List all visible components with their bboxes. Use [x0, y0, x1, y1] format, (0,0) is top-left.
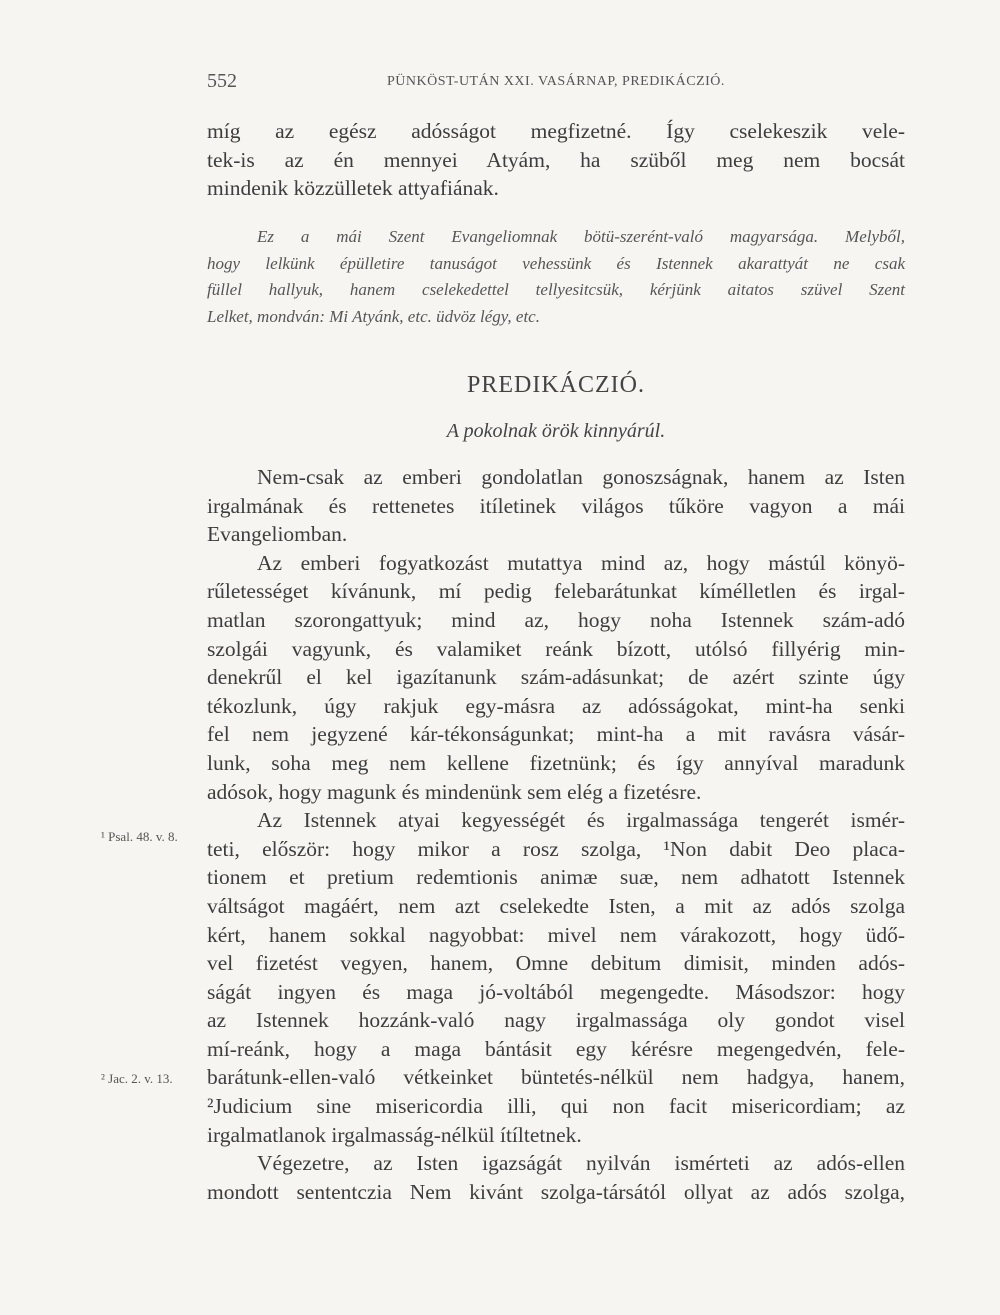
text-line: lunk, soha meg nem kellene fizetnünk; és így annyíval maradunk: [207, 750, 905, 775]
text-line: fel nem jegyzené kár-tékonságunkat; mint-ha a mit ravásra vásár-: [207, 722, 905, 747]
sermon-body: [207, 463, 905, 1206]
text-line: ságát ingyen és maga jó-voltából megengedte. Másodszor: hogy: [207, 979, 905, 1004]
text-line: matlan szorongattyuk; mind az, hogy noha Istennek szám-adó: [207, 607, 905, 632]
gospel-note-paragraph: [207, 224, 905, 330]
text-line: mí-reánk, hogy a maga bántásit egy kérésre megengedvén, fele-: [207, 1036, 905, 1061]
sermon-subtitle: A pokolnak örök kinnyárúl.: [446, 420, 666, 442]
text-line: adósok, hogy magunk és mindenünk sem elég a fizetésre.: [207, 779, 702, 804]
text-line: teti, először: hogy mikor a rosz szolga, ¹Non dabit Deo placa-: [207, 836, 905, 861]
text-line: hogy lelkünk épülletire tanuságot vehessünk és Istennek akarattyát ne csak: [207, 253, 905, 273]
text-line: irgalmatlanok irgalmasság-nélkül ítíltetnek.: [207, 1122, 582, 1147]
text-line: míg az egész adósságot megfizetné. Így cselekeszik vele-: [207, 119, 905, 143]
text-line: denekrűl el kel igazítanunk szám-adásunkat; de azért szinte úgy: [207, 665, 905, 690]
text-line: tionem et pretium redemtionis animæ suæ, nem adhatott Istennek: [207, 865, 905, 890]
text-line: Az Istennek atyai kegyességét és irgalmassága tengerét ismér-: [257, 808, 905, 833]
text-line: barátunk-ellen-való vétkeinket büntetés-nélkül nem hadgya, hanem,: [207, 1065, 905, 1090]
text-line: rűletességet kívánunk, mí pedig felebarátunkat kímélletlen és irgal-: [207, 579, 905, 604]
text-line: füllel hallyuk, hanem cselekedettel tellyesitcsük, kérjünk aitatos szüvel Szent: [207, 280, 905, 299]
text-line: tékozlunk, úgy rakjuk egy-másra az adósságokat, mint-ha senki: [207, 693, 905, 718]
running-head: [207, 70, 907, 98]
text-line: irgalmának és rettenetes itíletinek világos tűköre vagyon a mái: [207, 493, 905, 518]
text-line: Az emberi fogyatkozást mutattya mind az, hogy mástúl könyö-: [257, 550, 905, 575]
intro-paragraph: [207, 117, 905, 203]
text-line: Nem-csak az emberi gondolatlan gonoszságnak, hanem az Isten: [257, 465, 905, 489]
page-number: 552: [207, 70, 237, 92]
margin-note-psalm: ¹ Psal. 48. v. 8.: [101, 829, 178, 844]
text-line: Végezetre, az Isten igazságát nyilván ismérteti az adós-ellen: [257, 1151, 905, 1176]
margin-note-james: ² Jac. 2. v. 13.: [101, 1071, 173, 1086]
text-line: ²Judicium sine misericordia illi, qui non facit misericordiam; az: [207, 1094, 905, 1119]
text-line: mondott sententczia Nem kivánt szolga-társától ollyat az adós szolga,: [207, 1179, 905, 1204]
text-line: Evangeliomban.: [207, 522, 348, 547]
text-line: szolgái vagyunk, és valamiket reánk bízott, utólsó fillyérig min-: [207, 636, 905, 661]
header-title: PÜNKÖST-UTÁN XXI. VASÁRNAP, PREDIKÁCZIÓ.: [387, 74, 725, 89]
text-line: mindenik közzülletek attyafiának.: [207, 176, 499, 201]
text-line: Ez a mái Szent Evangeliomnak bötü-szerént-való magyarsága. Melyből,: [257, 227, 905, 246]
text-line: tek-is az én mennyei Atyám, ha szüből meg nem bocsát: [207, 147, 905, 172]
text-line: váltságot magáért, nem azt cselekedte Isten, a mit az adós szolga: [207, 893, 905, 918]
text-line: kért, hanem sokkal nagyobbat: mivel nem várakozott, hogy üdő-: [207, 922, 905, 947]
text-line: vel fizetést vegyen, hanem, Omne debitum dimisit, minden adós-: [207, 951, 905, 976]
text-line: Lelket, mondván: Mi Atyánk, etc. üdvöz légy, etc.: [207, 306, 540, 326]
sermon-heading: PREDIKÁCZIÓ.: [467, 372, 645, 398]
text-line: az Istennek hozzánk-való nagy irgalmassága oly gondot visel: [207, 1008, 905, 1033]
